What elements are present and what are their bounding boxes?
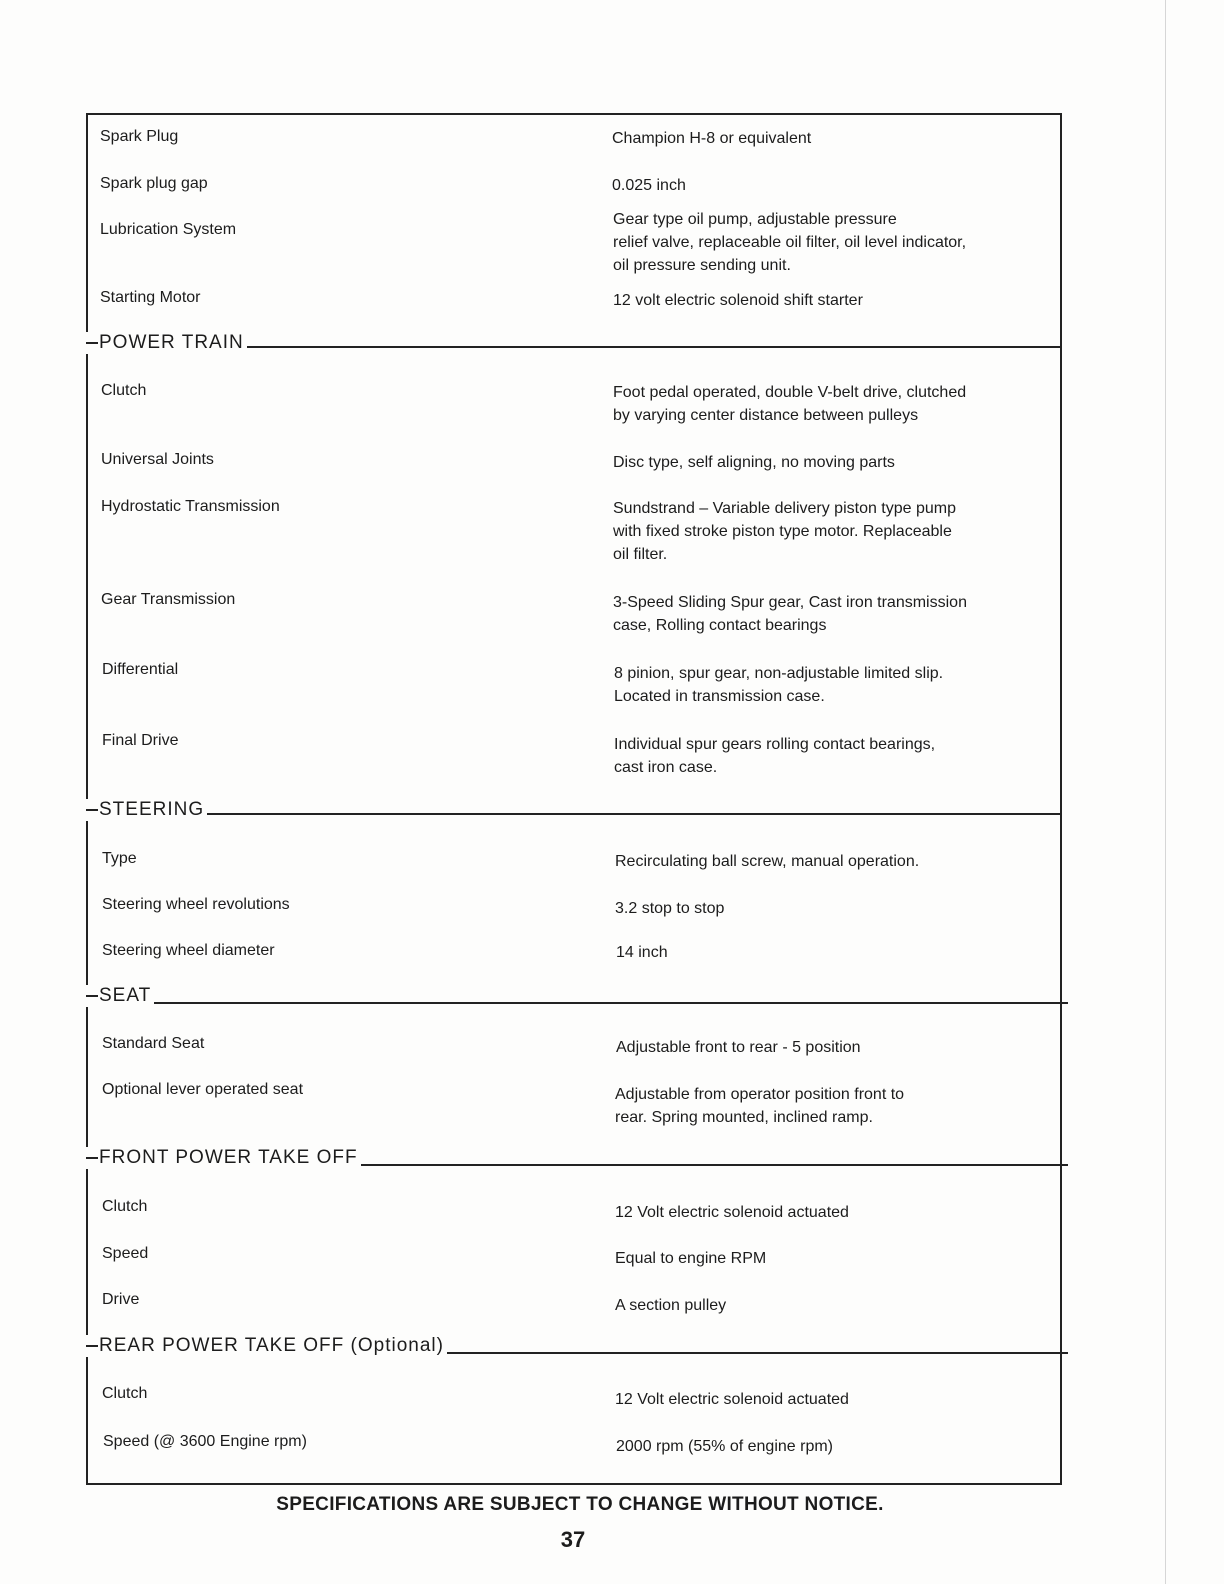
spec-value-line: Foot pedal operated, double V-belt drive, clutched [613, 384, 967, 401]
spec-label: Type [102, 850, 137, 867]
spec-value-line: 2000 rpm (55% of engine rpm) [616, 1438, 833, 1455]
spec-value-line: cast iron case. [614, 759, 718, 776]
spec-value [612, 174, 686, 197]
spec-value-line: 14 inch [616, 944, 668, 961]
section-title-seat-text: SEAT [99, 985, 152, 1006]
section-title-rear-pto [86, 1335, 447, 1357]
spec-value-line: 12 Volt electric solenoid actuated [615, 1204, 849, 1221]
spec-label: Spark Plug [100, 128, 179, 145]
spec-table-frame [86, 113, 1062, 1485]
spec-value [615, 1294, 726, 1317]
spec-value [615, 897, 724, 920]
spec-value-line: Recirculating ball screw, manual operation. [615, 853, 920, 870]
spec-label: Standard Seat [102, 1035, 205, 1052]
spec-label: Final Drive [102, 732, 179, 749]
spec-value-line: Champion H-8 or equivalent [612, 130, 812, 147]
spec-value-line: 3.2 stop to stop [615, 900, 725, 917]
spec-value [613, 451, 895, 474]
spec-label: Clutch [101, 382, 147, 399]
spec-label: Lubrication System [100, 221, 237, 238]
section-rule-steering [86, 813, 1062, 815]
spec-value-line: Gear type oil pump, adjustable pressure [613, 211, 897, 228]
spec-label: Universal Joints [101, 451, 214, 468]
spec-label: Clutch [102, 1385, 148, 1402]
spec-value [613, 208, 966, 277]
section-title-steering [86, 799, 207, 821]
section-title-power-train [86, 332, 247, 354]
spec-value [616, 941, 668, 964]
section-rule-seat [86, 1002, 1068, 1004]
spec-value-line: Disc type, self aligning, no moving parts [613, 454, 895, 471]
spec-value-line: by varying center distance between pulleys [613, 407, 919, 424]
spec-value-line: Equal to engine RPM [615, 1250, 767, 1267]
section-title-rear-pto-text: REAR POWER TAKE OFF (Optional) [99, 1335, 444, 1356]
spec-label: Speed [102, 1245, 149, 1262]
spec-value [613, 591, 967, 637]
spec-value [615, 850, 919, 873]
spec-value [612, 127, 811, 150]
section-title-power-train-text: POWER TRAIN [99, 332, 244, 353]
section-title-front-pto [86, 1147, 361, 1169]
spec-label: Clutch [102, 1198, 148, 1215]
spec-value [615, 1201, 849, 1224]
spec-value-line: 12 Volt electric solenoid actuated [615, 1391, 849, 1408]
spec-value [614, 733, 935, 779]
spec-value-line: Sundstrand – Variable delivery piston type pump [613, 500, 957, 517]
spec-value-line: rear. Spring mounted, inclined ramp. [615, 1109, 873, 1126]
spec-value [615, 1247, 766, 1270]
spec-value-line: 3-Speed Sliding Spur gear, Cast iron transmission [613, 594, 967, 611]
spec-value [613, 381, 966, 427]
spec-value [613, 289, 863, 312]
disclaimer-footer: SPECIFICATIONS ARE SUBJECT TO CHANGE WITHOUT NOTICE. [276, 1494, 884, 1515]
spec-value-line: oil pressure sending unit. [613, 257, 791, 274]
spec-value [615, 1388, 849, 1411]
page-edge-line [1165, 0, 1166, 1584]
page-number: 37 [560, 1527, 586, 1552]
spec-value-line: Adjustable from operator position front to [615, 1086, 905, 1103]
spec-label: Steering wheel diameter [102, 942, 275, 959]
spec-label: Hydrostatic Transmission [101, 498, 280, 515]
section-title-steering-text: STEERING [99, 799, 205, 820]
section-title-front-pto-text: FRONT POWER TAKE OFF [99, 1147, 358, 1168]
spec-label: Optional lever operated seat [102, 1081, 304, 1098]
spec-value-line: Individual spur gears rolling contact bearings, [614, 736, 936, 753]
spec-label: Steering wheel revolutions [102, 896, 290, 913]
spec-label: Gear Transmission [101, 591, 236, 608]
spec-label: Speed (@ 3600 Engine rpm) [103, 1433, 307, 1450]
spec-label: Differential [102, 661, 179, 678]
spec-label: Drive [102, 1291, 140, 1308]
spec-value [614, 662, 943, 708]
spec-label: Starting Motor [100, 289, 201, 306]
spec-value-line: oil filter. [613, 546, 668, 563]
spec-value-line: relief valve, replaceable oil filter, oil level indicator, [613, 234, 967, 251]
spec-value-line: 12 volt electric solenoid shift starter [613, 292, 863, 309]
spec-value [613, 497, 956, 566]
section-title-seat [86, 985, 154, 1007]
spec-value [616, 1435, 833, 1458]
spec-value-line: case, Rolling contact bearings [613, 617, 827, 634]
spec-value [615, 1083, 904, 1129]
spec-label: Spark plug gap [100, 175, 208, 192]
spec-value-line: A section pulley [615, 1297, 727, 1314]
spec-value-line: Located in transmission case. [614, 688, 825, 705]
spec-value [616, 1036, 861, 1059]
spec-value-line: with fixed stroke piston type motor. Replaceable [613, 523, 952, 540]
spec-value-line: 0.025 inch [612, 177, 686, 194]
spec-value-line: Adjustable front to rear - 5 position [616, 1039, 861, 1056]
spec-value-line: 8 pinion, spur gear, non-adjustable limited slip. [614, 665, 944, 682]
